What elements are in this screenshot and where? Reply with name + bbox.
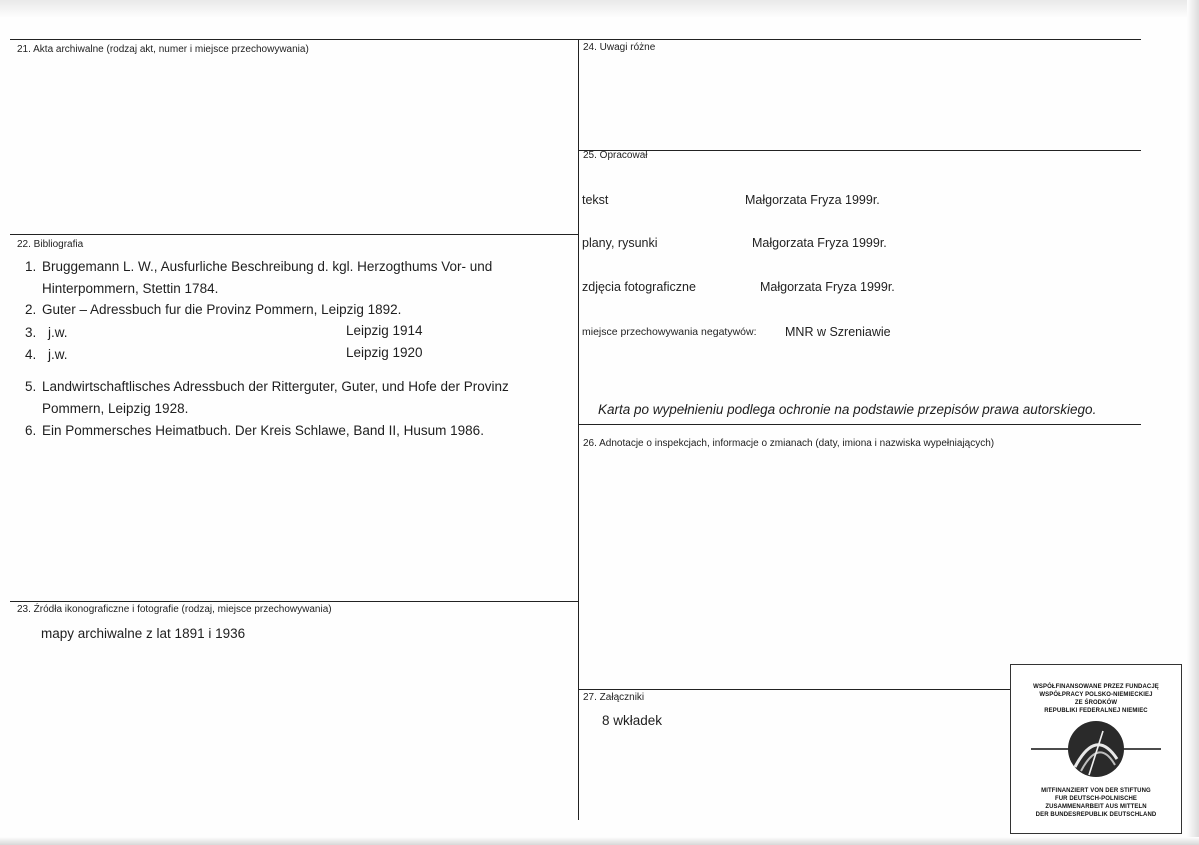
bib-item-number: 2.: [25, 302, 37, 317]
bib-item-number: 6.: [25, 423, 37, 438]
rule-top: [10, 39, 1141, 40]
section-26-label: 26. Adnotacje o inspekcjach, informacje o zmianach (daty, imiona i nazwiska wypełniających): [583, 438, 995, 449]
stamp-line: WSPÓŁFINANSOWANE PRZEZ FUNDACJĘ: [1033, 684, 1159, 690]
bib-item-text: Ein Pommersches Heimatbuch. Der Kreis Schlawe, Band II, Husum 1986.: [42, 423, 484, 438]
authorship-key-text: tekst: [582, 193, 609, 207]
section-24-label: 24. Uwagi różne: [583, 42, 656, 53]
authorship-key-photos: zdjęcia fotograficzne: [582, 280, 696, 294]
stamp-line: ZE ŚRODKÓW: [1074, 700, 1118, 706]
stamp-line: ZUSAMMENARBEIT AUS MITTELN: [1045, 804, 1147, 810]
bib-item-place: Leipzig 1920: [346, 345, 423, 360]
bib-item-place: Leipzig 1914: [346, 323, 423, 338]
scan-edge-top: [0, 0, 1199, 18]
bib-item-number: 4.: [25, 347, 37, 362]
bib-item-text: j.w.: [48, 347, 68, 362]
section-25-label: 25. Opracował: [583, 150, 648, 161]
section-23-label: 23. Źródła ikonograficzne i fotografie (rodzaj, miejsce przechowywania): [17, 604, 332, 615]
authorship-key-plans: plany, rysunki: [582, 236, 658, 250]
authorship-value-photos: Małgorzata Fryza 1999r.: [760, 280, 895, 294]
bib-item-text-cont: Hinterpommern, Stettin 1784.: [42, 281, 219, 296]
copyright-note: Karta po wypełnieniu podlega ochronie na podstawie przepisów prawa autorskiego.: [598, 402, 1097, 417]
section-23-content: mapy archiwalne z lat 1891 i 1936: [41, 626, 246, 641]
bib-item-number: 1.: [25, 259, 37, 274]
stamp-line: FUR DEUTSCH-POLNISCHE: [1054, 796, 1138, 802]
rule-24-25: [578, 150, 1141, 151]
section-27-content: 8 wkładek: [602, 713, 663, 728]
rule-25-26: [578, 424, 1141, 425]
bib-item-text: Landwirtschaftlisches Adressbuch der Ritterguter, Guter, und Hofe der Provinz: [42, 379, 509, 394]
bib-item-text-cont: Pommern, Leipzig 1928.: [42, 401, 189, 416]
bib-item-number: 3.: [25, 325, 37, 340]
section-27-label: 27. Załączniki: [583, 692, 645, 703]
column-divider: [578, 39, 579, 820]
stamp-line: REPUBLIKI FEDERALNEJ NIEMIEC: [1044, 708, 1148, 714]
stamp-line: DER BUNDESREPUBLIK DEUTSCHLAND: [1035, 812, 1157, 818]
rule-26-27: [578, 689, 1010, 690]
authorship-value-plans: Małgorzata Fryza 1999r.: [752, 236, 887, 250]
rule-21-22: [10, 234, 578, 235]
bib-item-number: 5.: [25, 379, 37, 394]
authorship-value-text: Małgorzata Fryza 1999r.: [745, 193, 880, 207]
bib-item-text: Guter – Adressbuch fur die Provinz Pommern, Leipzig 1892.: [42, 302, 402, 317]
bib-item-text: j.w.: [48, 325, 68, 340]
scan-edge-right: [1187, 0, 1199, 845]
section-21-label: 21. Akta archiwalne (rodzaj akt, numer i miejsce przechowywania): [17, 44, 309, 55]
funding-stamp: [1010, 664, 1182, 834]
scan-edge-bottom: [0, 837, 1199, 845]
bib-item-text: Bruggemann L. W., Ausfurliche Beschreibung d. kgl. Herzogthums Vor- und: [42, 259, 493, 274]
section-22-label: 22. Bibliografia: [17, 239, 84, 250]
bridge-emblem-icon: [1029, 719, 1163, 779]
stamp-line: WSPÓŁPRACY POLSKO-NIEMIECKIEJ: [1039, 692, 1153, 698]
negatives-location-key: miejsce przechowywania negatywów:: [582, 326, 757, 338]
negatives-location-value: MNR w Szreniawie: [785, 325, 891, 339]
rule-22-23: [10, 601, 578, 602]
stamp-line: MITFINANZIERT VON DER STIFTUNG: [1041, 788, 1151, 794]
